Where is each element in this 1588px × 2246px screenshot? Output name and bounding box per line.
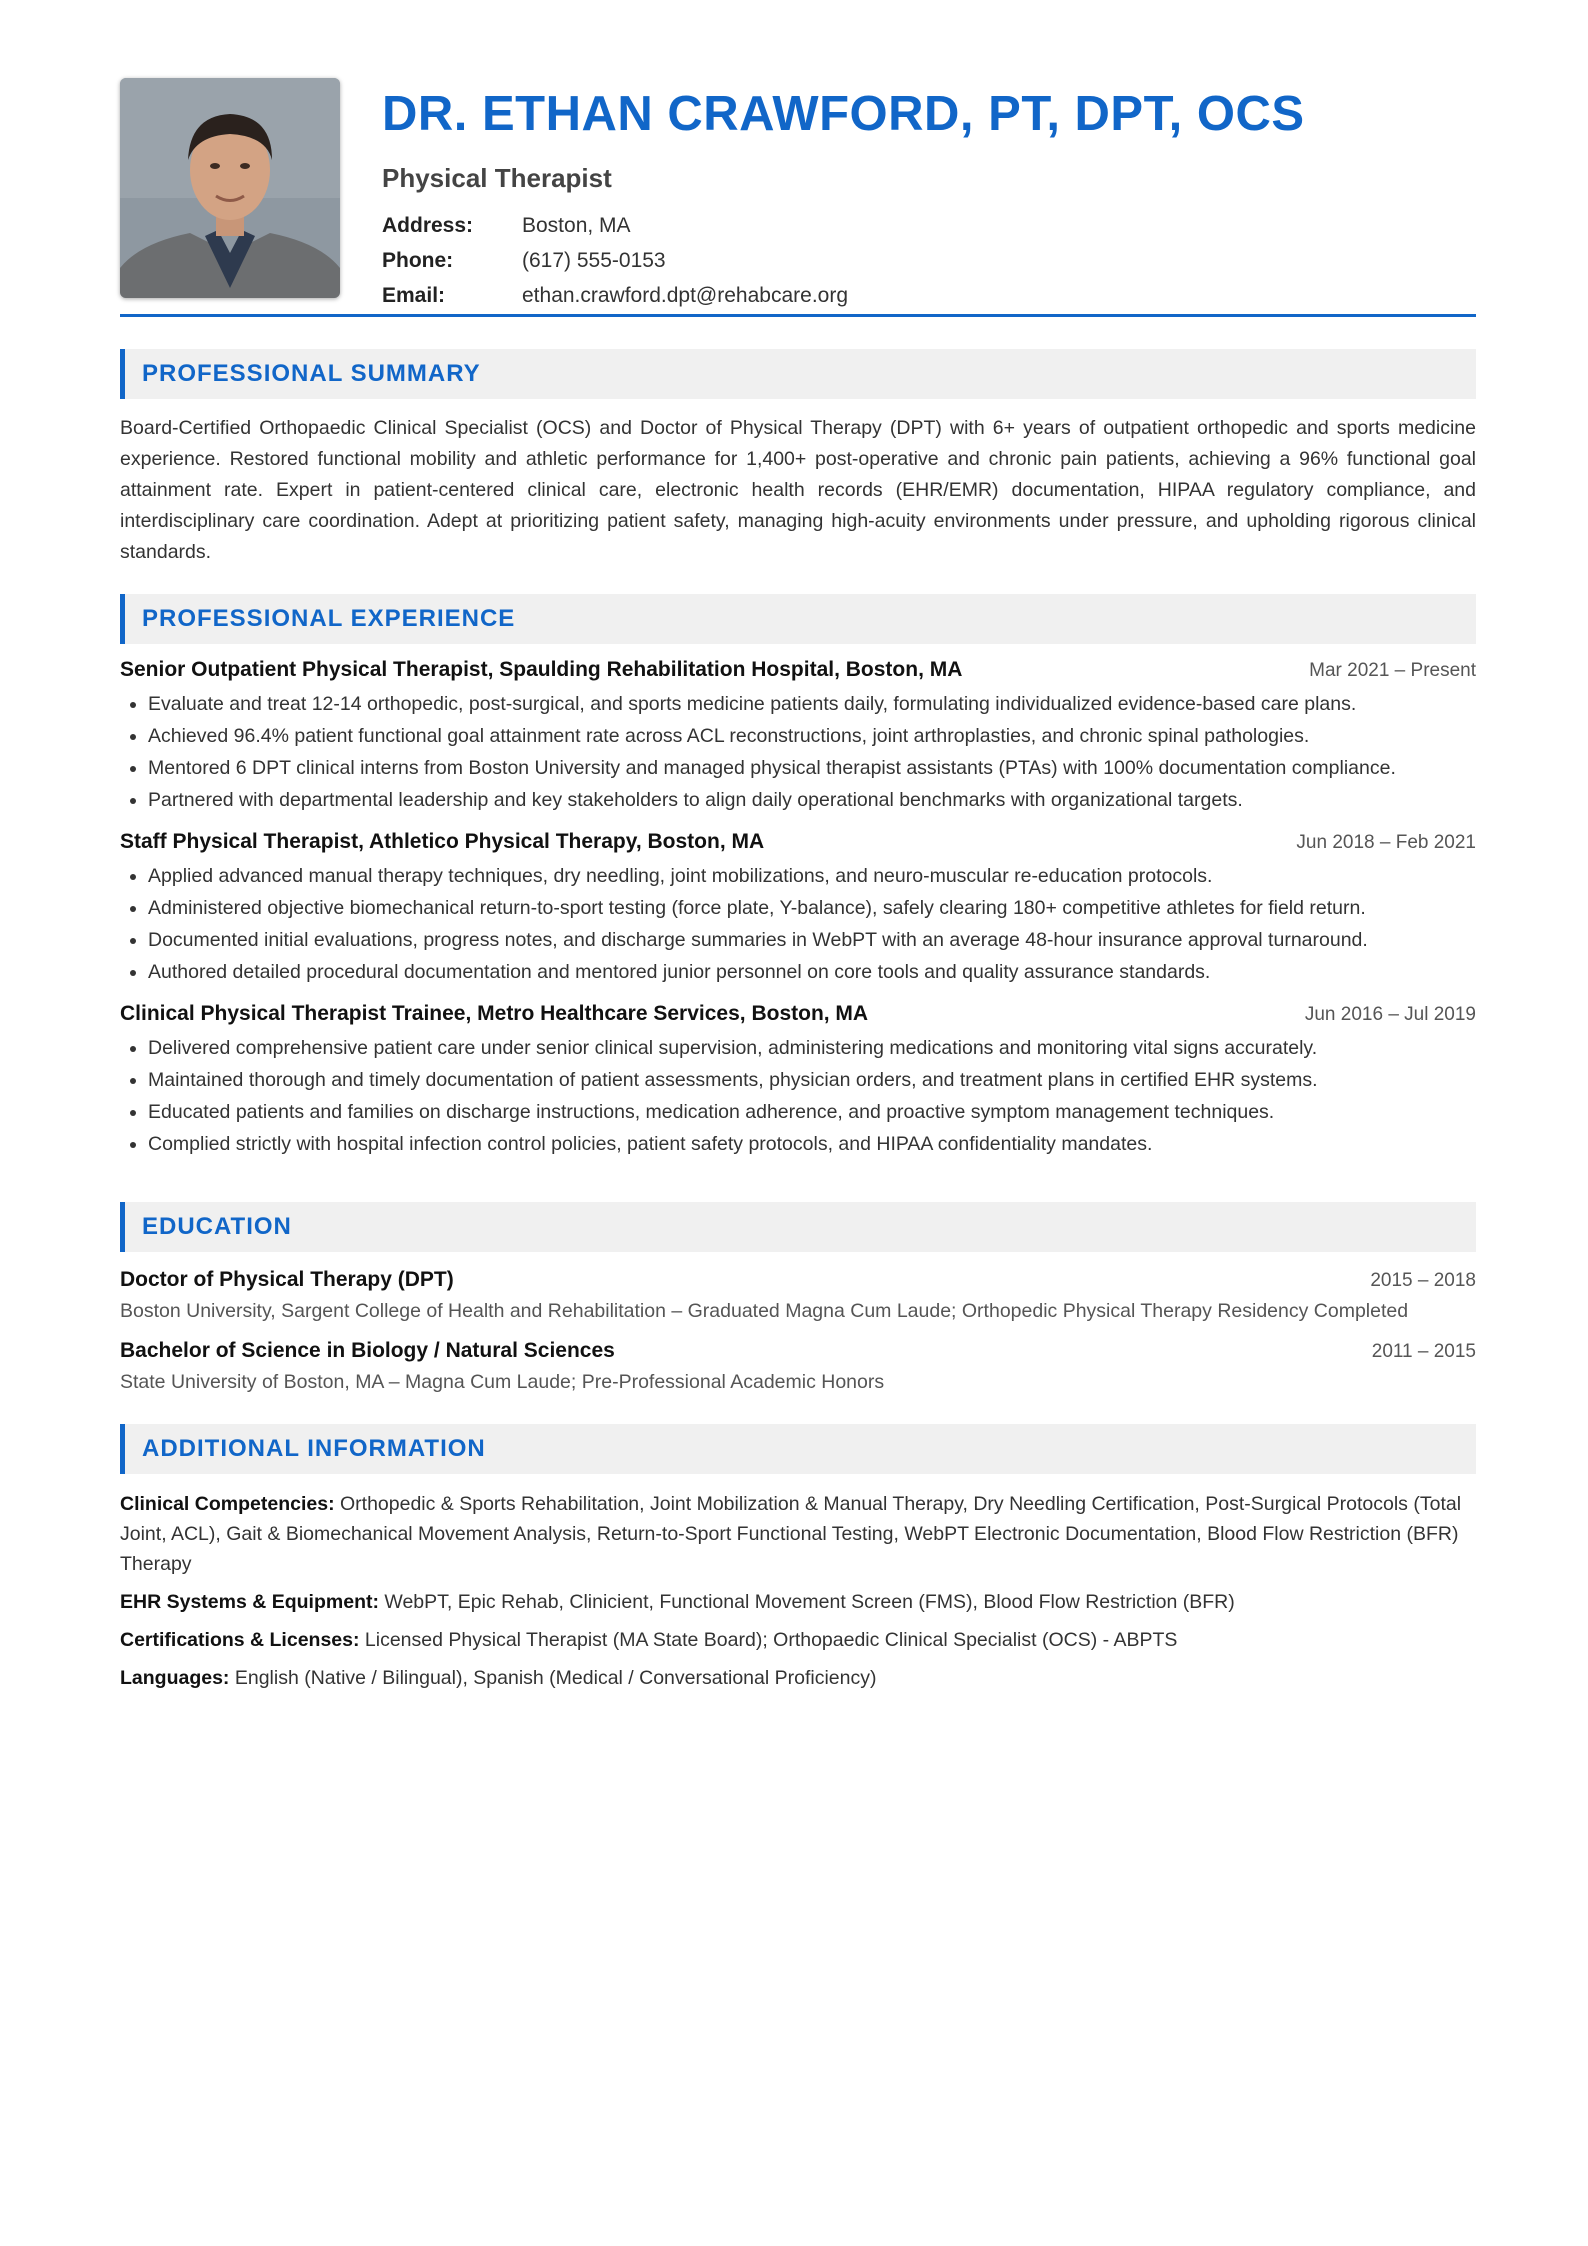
job-entry bbox=[120, 1002, 1476, 1160]
section-heading-summary: PROFESSIONAL SUMMARY bbox=[120, 349, 1476, 399]
section-heading-education: EDUCATION bbox=[120, 1202, 1476, 1252]
info-label: EHR Systems & Equipment: bbox=[120, 1591, 379, 1613]
job-role: Clinical Physical Therapist Trainee, Metro Healthcare Services, Boston, MA bbox=[120, 1002, 869, 1025]
contact-email bbox=[382, 278, 1305, 313]
education-detail: Boston University, Sargent College of Health and Rehabilitation – Graduated Magna Cum Laude; Orthopedic Physical Therapy Residency Completed bbox=[120, 1300, 1409, 1322]
header-divider bbox=[120, 314, 1476, 317]
job-dates: Mar 2021 – Present bbox=[1309, 660, 1476, 681]
phone-value: (617) 555-0153 bbox=[522, 248, 666, 272]
job-header bbox=[120, 1002, 1476, 1026]
job-dates: Jun 2016 – Jul 2019 bbox=[1304, 1004, 1476, 1025]
info-label: Clinical Competencies: bbox=[120, 1493, 335, 1515]
job-bullet: • Applied advanced manual therapy techniques, dry needling, joint mobilizations, and neuro-muscular re-education protocols. bbox=[148, 860, 1476, 892]
address-value: Boston, MA bbox=[522, 213, 631, 237]
education-entry bbox=[120, 1268, 1476, 1323]
job-bullet: • Maintained thorough and timely documentation of patient assessments, physician orders, and treatment plans in certified EHR systems. bbox=[148, 1064, 1476, 1096]
job-bullets bbox=[120, 688, 1476, 816]
degree-name: Bachelor of Science in Biology / Natural Sciences bbox=[120, 1339, 615, 1362]
job-role: Staff Physical Therapist, Athletico Physical Therapy, Boston, MA bbox=[120, 830, 765, 853]
email-value: ethan.crawford.dpt@rehabcare.org bbox=[522, 283, 849, 307]
info-label: Certifications & Licenses: bbox=[120, 1629, 360, 1651]
education-dates: 2011 – 2015 bbox=[1371, 1341, 1476, 1362]
education-header bbox=[120, 1268, 1476, 1292]
job-title: Physical Therapist bbox=[382, 163, 612, 193]
header-text bbox=[382, 78, 1305, 313]
job-bullets bbox=[120, 1032, 1476, 1160]
info-label: Languages: bbox=[120, 1667, 230, 1689]
job-bullet: • Administered objective biomechanical return-to-sport testing (force plate, Y-balance), safely clearing 180+ competitive athletes for field return. bbox=[148, 892, 1476, 924]
job-bullet: • Delivered comprehensive patient care under senior clinical supervision, administering medications and monitoring vital signs accurately. bbox=[148, 1032, 1476, 1064]
job-bullet: • Partnered with departmental leadership and key stakeholders to align daily operational benchmarks with organizational targets. bbox=[148, 784, 1476, 816]
section-heading-experience: PROFESSIONAL EXPERIENCE bbox=[120, 594, 1476, 644]
job-bullet: • Achieved 96.4% patient functional goal attainment rate across ACL reconstructions, joint arthroplasties, and chronic spinal pathologies. bbox=[148, 720, 1476, 752]
info-languages bbox=[120, 1663, 1476, 1693]
job-bullets bbox=[120, 860, 1476, 988]
profile-photo bbox=[120, 78, 340, 298]
contact-label: Phone: bbox=[382, 248, 454, 272]
job-header bbox=[120, 658, 1476, 682]
info-value: Orthopedic & Sports Rehabilitation, Joint Mobilization & Manual Therapy, Dry Needling Certification, Post-Surgical Protocols (Total Joint, ACL), Gait & Biomechanical Movement Analysis, Return-to-Sport Functional Testing, WebPT Electronic Documentation, Blood Flow Restriction (BFR) Therapy bbox=[120, 1493, 1462, 1575]
education-entry bbox=[120, 1339, 1476, 1394]
info-ehr-systems bbox=[120, 1587, 1476, 1617]
education-header bbox=[120, 1339, 1476, 1363]
job-entry bbox=[120, 830, 1476, 988]
contact-label: Address: bbox=[382, 213, 474, 237]
section-heading-additional: ADDITIONAL INFORMATION bbox=[120, 1424, 1476, 1474]
info-certifications bbox=[120, 1625, 1476, 1655]
info-value: Licensed Physical Therapist (MA State Board); Orthopaedic Clinical Specialist (OCS) - ABPTS bbox=[364, 1629, 1178, 1651]
job-header bbox=[120, 830, 1476, 854]
job-bullet: • Documented initial evaluations, progress notes, and discharge summaries in WebPT with an average 48-hour insurance approval turnaround. bbox=[148, 924, 1476, 956]
job-dates: Jun 2018 – Feb 2021 bbox=[1296, 832, 1476, 853]
job-bullet: • Educated patients and families on discharge instructions, medication adherence, and proactive symptom management techniques. bbox=[148, 1096, 1476, 1128]
summary-text: Board-Certified Orthopaedic Clinical Specialist (OCS) and Doctor of Physical Therapy (DPT) with 6+ years of outpatient orthopedic and sports medicine experience. Restored functional mobility and athletic performance for 1,400+ post-operative and chronic pain patients, achieving a 96% functional goal attainment rate. Expert in patient-centered clinical care, electronic health records (EHR/EMR) documentation, HIPAA regulatory compliance, and interdisciplinary care coordination. Adept at prioritizing patient safety, managing high-acuity environments under pressure, and upholding rigorous clinical standards. bbox=[120, 417, 1476, 563]
degree-name: Doctor of Physical Therapy (DPT) bbox=[120, 1268, 454, 1291]
resume-header bbox=[120, 78, 1476, 307]
candidate-name: DR. ETHAN CRAWFORD, PT, DPT, OCS bbox=[382, 87, 1305, 141]
job-bullet: • Complied strictly with hospital infection control policies, patient safety protocols, and HIPAA confidentiality mandates. bbox=[148, 1128, 1476, 1160]
education-dates: 2015 – 2018 bbox=[1370, 1270, 1476, 1291]
job-bullet: • Mentored 6 DPT clinical interns from Boston University and managed physical therapist assistants (PTAs) with 100% documentation compliance. bbox=[148, 752, 1476, 784]
contact-info bbox=[382, 208, 1305, 313]
contact-phone bbox=[382, 243, 1305, 278]
info-clinical-competencies bbox=[120, 1489, 1476, 1579]
job-bullet: • Authored detailed procedural documentation and mentored junior personnel on core tools and quality assurance standards. bbox=[148, 956, 1476, 988]
job-role: Senior Outpatient Physical Therapist, Spaulding Rehabilitation Hospital, Boston, MA bbox=[120, 658, 963, 681]
job-entry bbox=[120, 658, 1476, 816]
job-bullet: • Evaluate and treat 12-14 orthopedic, post-surgical, and sports medicine patients daily, formulating individualized evidence-based care plans. bbox=[148, 688, 1476, 720]
contact-address bbox=[382, 208, 1305, 243]
resume-content bbox=[120, 78, 1476, 1693]
contact-label: Email: bbox=[382, 283, 446, 307]
education-detail: State University of Boston, MA – Magna Cum Laude; Pre-Professional Academic Honors bbox=[120, 1371, 885, 1393]
info-value: WebPT, Epic Rehab, Clinicient, Functional Movement Screen (FMS), Blood Flow Restriction (BFR) bbox=[384, 1591, 1235, 1613]
info-value: English (Native / Bilingual), Spanish (Medical / Conversational Proficiency) bbox=[234, 1667, 877, 1689]
